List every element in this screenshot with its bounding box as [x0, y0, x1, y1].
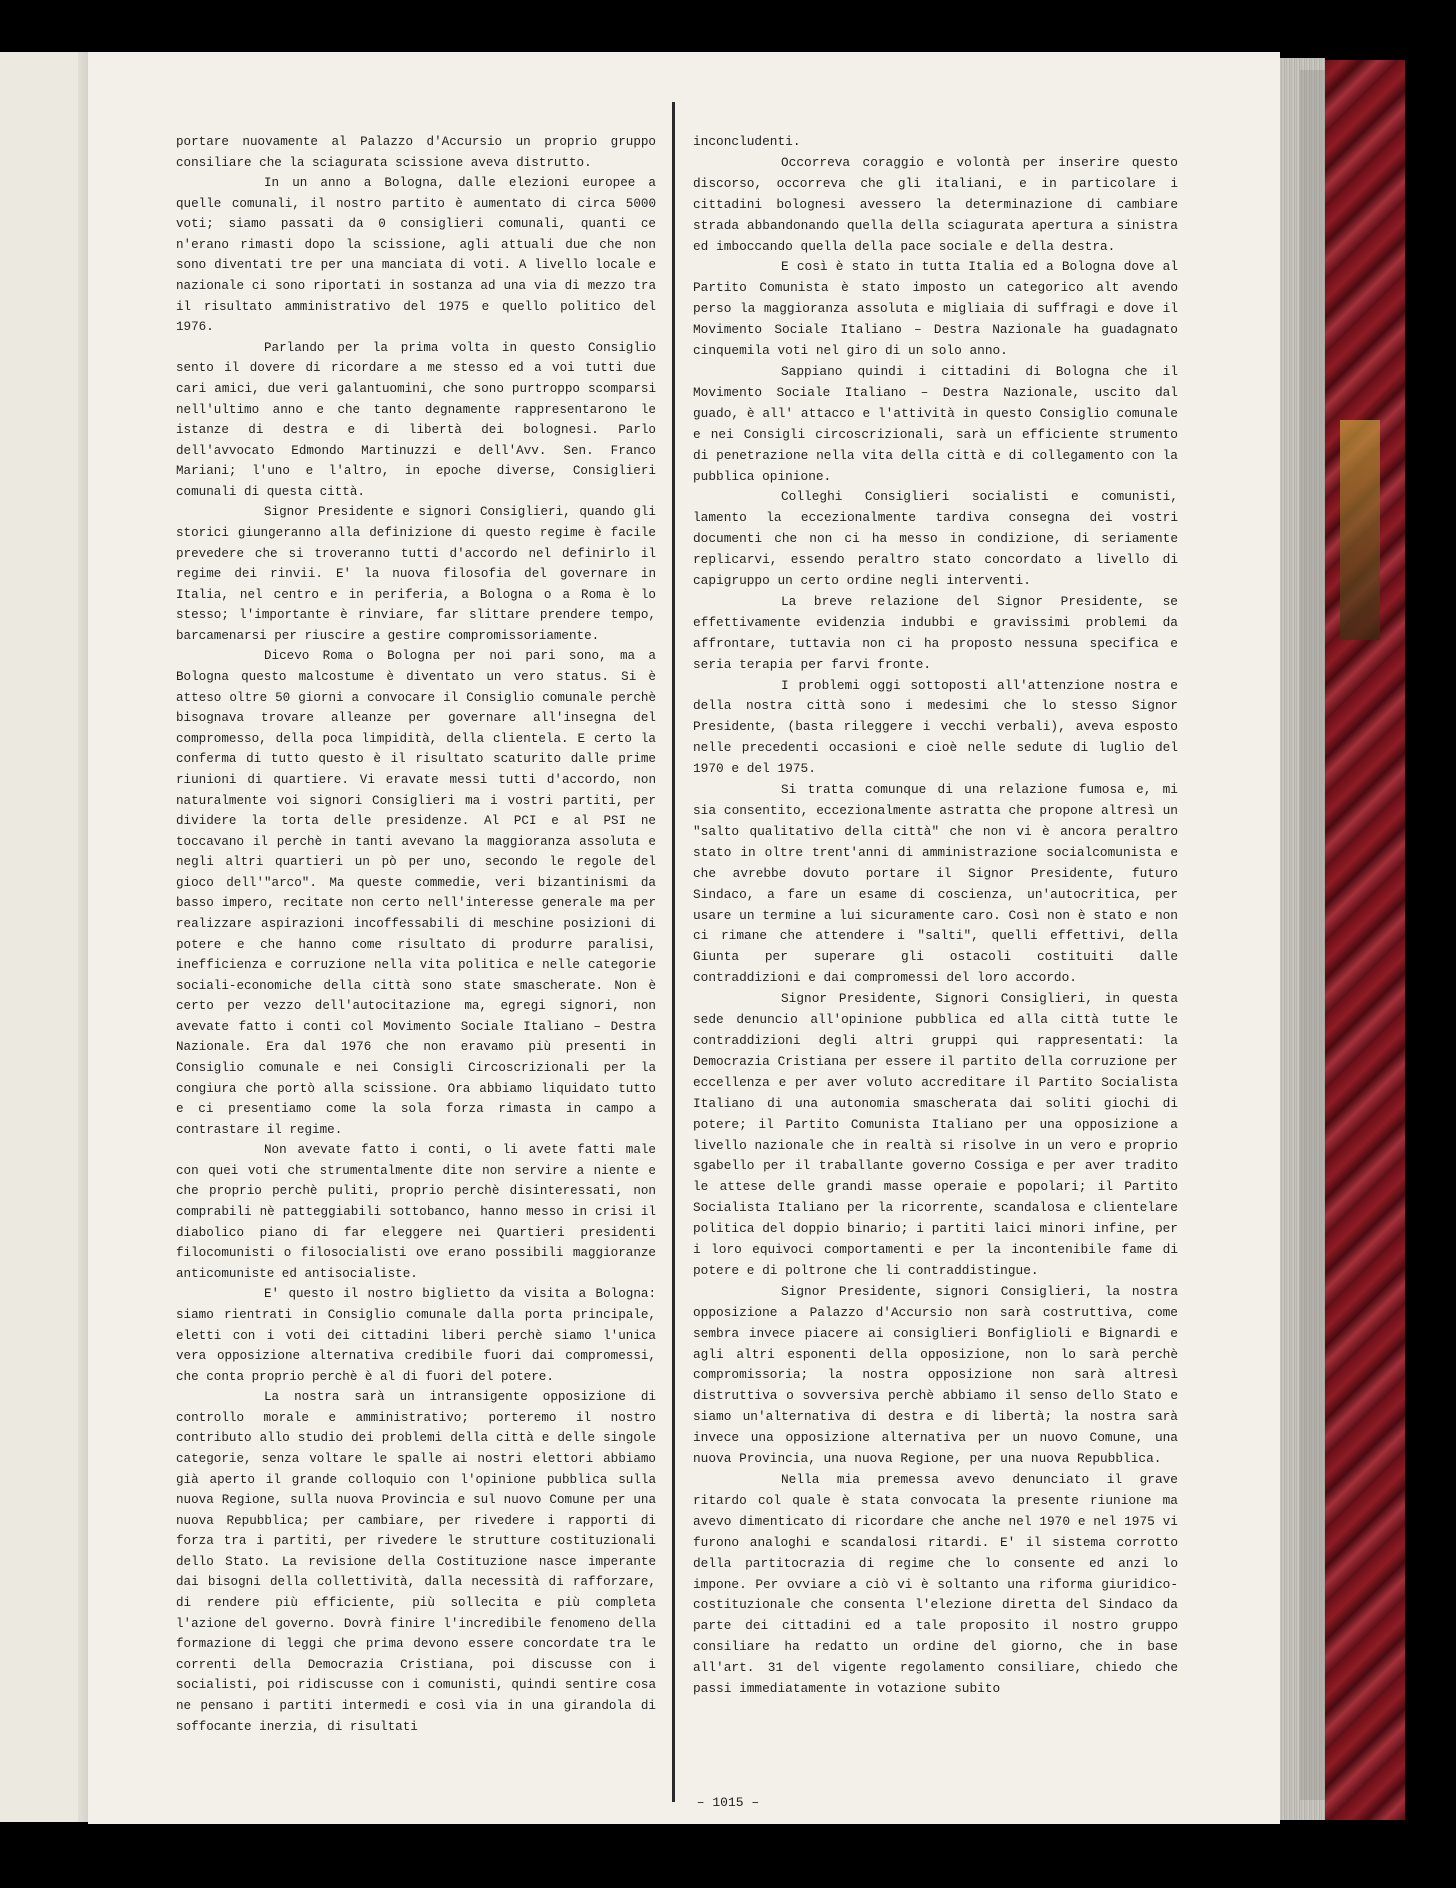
paragraph: I problemi oggi sottoposti all'attenzione nostra e della nostra città sono i medesimi che lo stesso Signor Presidente, (basta rileggere i vecchi verbali), aveva esposto nelle precedenti occasioni e cioè nelle sedute di luglio del 1970 e del 1975.	[693, 677, 1178, 777]
paragraph: Signor Presidente, Signori Consiglieri, in questa sede denuncio all'opinione pubblica ed alla città tutte le contraddizioni degli altri gruppi qui rappresentati: la Democrazia Cristiana per essere il partito della corruzione per eccellenza e per aver voluto accreditare il Partito Socialista Italiano di una autonomia smascherata dai soliti giochi di potere; il Partito Comunista Italiano per una opposizione a livello nazionale che in realtà si risolve in un vero e proprio sgabello per il traballante governo Cossiga e per aver tradito le attese delle grandi masse operaie e popolari; il Partito Socialista Italiano per la ricorrente, scandalosa e clientelare politica del doppio binario; i partiti laici minori infine, per i loro equivoci comportamenti e per la incontenibile fame di potere e di poltrone che li contraddistingue.	[693, 991, 1178, 1278]
paragraph: Sappiano quindi i cittadini di Bologna che il Movimento Sociale Italiano – Destra Nazionale, uscito dal guado, è all' attacco e l'attività in questo Consiglio comunale e nei Consigli circoscrizionali, sarà un efficiente strumento di penetrazione nella vita della città e di collegamento con la pubblica opinione.	[693, 363, 1178, 484]
paragraph: Signor Presidente e signori Consiglieri, quando gli storici giungeranno alla definizione di questo regime è facile prevedere che si troveranno tutti d'accordo nel definirlo il regime dei rinvii. E' la nuova filosofia del governare in Italia, nel centro e in periferia, a Bologna o a Roma è lo stesso; l'importante è rinviare, far slittare prendere tempo, barcamenarsi per riuscire a gestire compromissoriamente.	[176, 505, 656, 643]
marbled-book-cover	[1325, 60, 1405, 1820]
paragraph: La nostra sarà un intransigente opposizione di controllo morale e amministrativo; porteremo il nostro contributo allo studio dei problemi della città e delle singole categorie, senza voltare le spalle ai nostri elettori abbiamo già aperto il grande colloquio con l'opinione pubblica sulla nuova Regione, sulla nuova Provincia e sul nuovo Comune per una nuova Repubblica; per cambiare, per rivedere i rapporti di forza tra i partiti, per rivedere le strutture costituzionali dello Stato. La revisione della Costituzione nasce imperante dai bisogni della collettività, dalla necessità di rafforzare, di rendere più efficiente, più sollecita e più completa l'azione del governo. Dovrà finire l'incredibile fenomeno della formazione di leggi che prima devono essere concordate tra le correnti della Democrazia Cristiana, poi discusse con i socialisti, poi ridiscusse con i comunisti, quindi sentire cosa ne pensano i partiti intermedi e così via in una girandola di soffocante inerzia, di risultati	[176, 1390, 656, 1734]
column-divider	[672, 102, 675, 1802]
right-text-column	[693, 132, 1178, 1700]
page-number: – 1015 –	[696, 1795, 760, 1810]
paragraph: Non avevate fatto i conti, o li avete fatti male con quei voti che strumentalmente dite non servire a niente e che proprio perchè puliti, proprio perchè disinteressati, non comprabili nè patteggiabili sottobanco, hanno messo in crisi il diabolico piano di far eleggere nei Quartieri presidenti filocomunisti o filosocialisti ove erano possibili maggioranze anticomuniste ed antisocialiste.	[176, 1143, 656, 1281]
paragraph: Dicevo Roma o Bologna per noi pari sono, ma a Bologna questo malcostume è diventato un vero status. Si è atteso oltre 50 giorni a convocare il Consiglio comunale perchè bisognava trovare alleanze per governare all'insegna del compromesso, della poca limpidità, della clientela. E certo la conferma di tutto questo è il risultato scaturito dalle prime riunioni di quartiere. Vi eravate messi tutti d'accordo, non naturalmente voi signori Consiglieri ma i vostri partiti, per dividere la torta delle presidenze. Al PCI e al PSI ne toccavano il perchè in tanti avevano la maggioranza assoluta e negli altri quartieri un pò per uno, secondo le regole del gioco dell'"arco". Ma queste commedie, veri bizantinismi da basso impero, recitate non certo nell'interesse generale ma per realizzare aspirazioni incoffessabili di meschine posizioni di potere e che hanno come risultato di produrre paralisi, inefficienza e corruzione nella vita politica e nelle categorie sociali-economiche della città sono state smascherate. Non è certo per vezzo dell'autocitazione ma, egregi signori, non avevate fatto i conti col Movimento Sociale Italiano – Destra Nazionale. Era dal 1976 che non eravamo più presenti in Consiglio comunale e nei Consigli Circoscrizionali per la congiura che portò alla scissione. Ora abbiamo liquidato tutto e ci presentiamo come la sola forza rimasta in campo a contrastare il regime.	[176, 649, 656, 1137]
paragraph: portare nuovamente al Palazzo d'Accursio un proprio gruppo consiliare che la sciagurata scissione aveva distrutto.	[176, 135, 656, 170]
paragraph: E' questo il nostro biglietto da visita a Bologna: siamo rientrati in Consiglio comunale dalla porta principale, eletti con i voti dei cittadini liberi perchè siamo l'unica vera opposizione alternativa credibile fuori dai compromessi, che conta proprio perchè è al di fuori del potere.	[176, 1287, 656, 1384]
paragraph: La breve relazione del Signor Presidente, se effettivamente evidenzia indubbi e gravissimi problemi da affrontare, tuttavia non ci ha proposto nessuna specifica e seria terapia per farvi fronte.	[693, 593, 1178, 672]
paragraph: Colleghi Consiglieri socialisti e comunisti, lamento la eccezionalmente tardiva consegna dei vostri documenti che non ci ha messo in condizione, di seriamente replicarvi, essendo peraltro stato concordato a livello di capigruppo un certo ordine negli interventi.	[693, 489, 1178, 589]
paragraph: Signor Presidente, signori Consiglieri, la nostra opposizione a Palazzo d'Accursio non sarà costruttiva, come sembra invece piacere ai consiglieri Bonfiglioli e Bignardi e agli altri esponenti della opposizione, non lo sarà perchè compromissoria; la nostra opposizione non sarà altresì distruttiva o sovversiva perchè abbiamo il senso dello Stato e siamo un'alternativa di destra e di libertà; la nostra sarà invece una opposizione alternativa per un nuovo Comune, una nuova Provincia, una nuova Regione, per una nuova Repubblica.	[693, 1283, 1178, 1467]
marbled-cover-detail	[1340, 420, 1380, 640]
paragraph: Nella mia premessa avevo denunciato il grave ritardo col quale è stata convocata la presente riunione ma avevo dimenticato di ricordare che anche nel 1970 e nel 1975 vi furono analoghi e scandalosi ritardi. E' il sistema corrotto della partitocrazia di regime che lo consente ed anzi lo impone. Per ovviare a ciò vi è soltanto una riforma giuridico-costituzionale che consenta l'elezione diretta del Sindaco da parte dei cittadini ed a tale proposito il nostro gruppo consiliare ha redatto un ordine del giorno, che in base all'art. 31 del vigente regolamento consiliare, chiedo che passi immediatamente in votazione subito	[693, 1472, 1178, 1697]
paragraph: In un anno a Bologna, dalle elezioni europee a quelle comunali, il nostro partito è aumentato di circa 5000 voti; siamo passati da 0 consiglieri comunali, quanti ce n'erano rimasti dopo la scissione, agli attuali due che non sono diventati tre per una manciata di voti. A livello locale e nazionale ci sono riportati in sostanza ad una via di mezzo tra il risultato amministrativo del 1975 e quello politico del 1976.	[176, 176, 656, 335]
paragraph: Parlando per la prima volta in questo Consiglio sento il dovere di ricordare a me stesso ed a voi tutti due cari amici, due veri galantuomini, che sono purtroppo scomparsi nell'ultimo anno e che tanto degnamente rappresentarono le istanze di destra e di libertà dei bolognesi. Parlo dell'avvocato Edmondo Martinuzzi e dell'Avv. Sen. Franco Mariani; l'uno e l'altro, in epoche diverse, Consiglieri comunali di questa città.	[176, 340, 656, 499]
paragraph: Occorreva coraggio e volontà per inserire questo discorso, occorreva che gli italiani, e in particolare i cittadini bolognesi avessero la determinazione di cambiare strada abbandonando quella della sciagurata apertura a sinistra ed imboccando quella della pace sociale e della destra.	[693, 154, 1178, 254]
left-text-column	[176, 132, 656, 1737]
paragraph: E così è stato in tutta Italia ed a Bologna dove al Partito Comunista è stato imposto un categorico alt avendo perso la maggioranza assoluta e migliaia di suffragi e dove il Movimento Sociale Italiano – Destra Nazionale ha guadagnato cinquemila voti nel giro di un solo anno.	[693, 259, 1178, 359]
paragraph: Si tratta comunque di una relazione fumosa e, mi sia consentito, eccezionalmente astratta che propone altresì un "salto qualitativo della città" che non vi è ancora peraltro stato in oltre trent'anni di amministrazione socialcomunista e che avrebbe dovuto portare il Signor Presidente, futuro Sindaco, a fare un esame di coscienza, un'autocritica, per usare un termine a lui sicuramente caro. Così non è stato e non ci rimane che attendere i "salti", quelli effettivi, della Giunta per superare gli ostacoli costituiti dalle contraddizioni e dai compromessi del loro accordo.	[693, 782, 1178, 986]
paragraph: inconcludenti.	[693, 134, 801, 149]
